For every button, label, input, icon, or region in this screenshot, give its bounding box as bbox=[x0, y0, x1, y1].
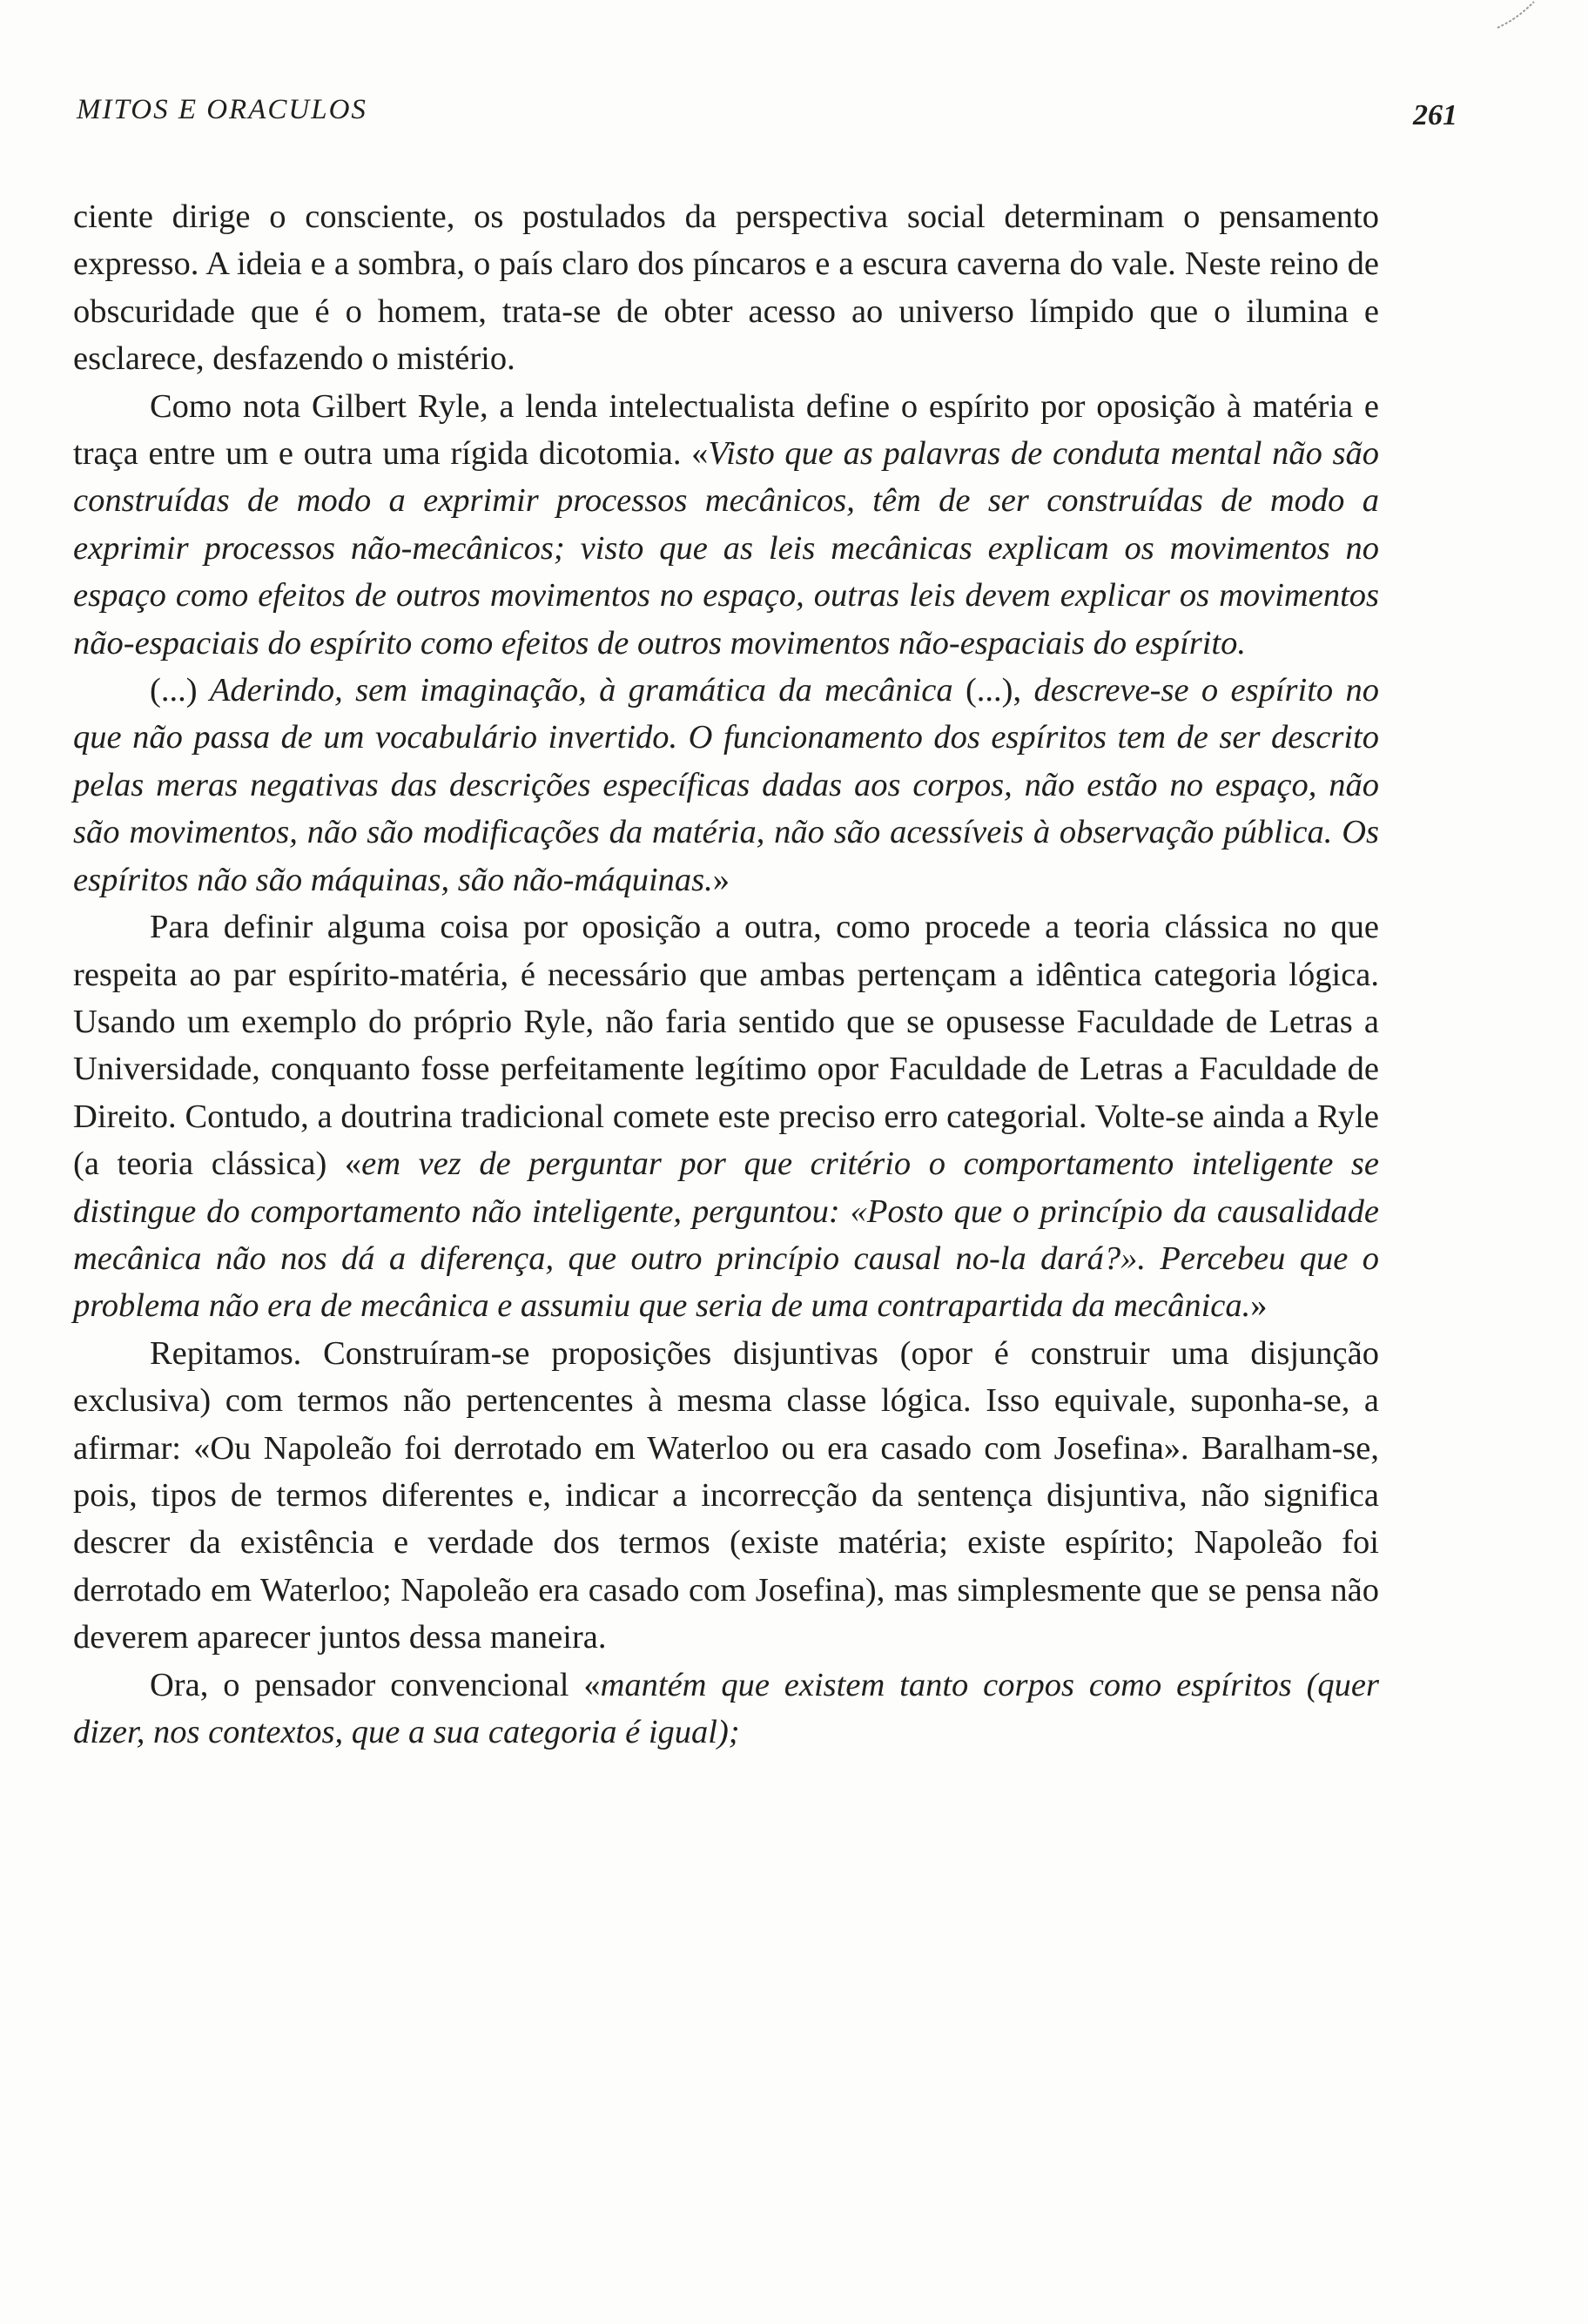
text-segment: Para definir alguma coisa por oposição a outra, como procede a teoria clássica no que respeita ao par espírito-matéria, é necessário que ambas pertençam a idêntica categoria lógica. Usando um exemplo do próprio Ryle, não faria sentido que se opusesse Faculdade de Letras a Universidade, conquanto fosse perfeitamente legítimo opor Faculdade de Letras a Faculdade de Direito. Contudo, a doutrina tradicional comete este preciso erro categorial. Volte-se ainda a Ryle (a teoria clássica) « bbox=[73, 909, 1379, 1183]
body-text bbox=[73, 193, 1379, 1756]
text-segment: (...), bbox=[952, 672, 1034, 709]
text-segment: (...) bbox=[150, 672, 210, 709]
running-header bbox=[77, 94, 1457, 129]
running-title: MITOS E ORACULOS bbox=[77, 94, 367, 125]
pen-stroke-mark bbox=[1496, 0, 1538, 31]
italic-quote-segment: mantém que existem tanto corpos como espíritos (quer dizer, nos contextos, que a sua categoria é igual); bbox=[73, 1666, 1379, 1750]
italic-quote-segment: Aderindo, sem imaginação, à gramática da mecânica bbox=[209, 672, 953, 709]
italic-quote-segment: em vez de perguntar por que critério o comportamento inteligente se distingue do comportamento não inteligente, perguntou: «Posto que o princípio da causalidade mecânica não nos dá a diferença, que outro princípio causal no-la dará?». Percebeu que o problema não era de mecânica e assumiu que seria de uma contrapartida da mecânica. bbox=[73, 1145, 1379, 1325]
paragraph bbox=[73, 383, 1379, 667]
text-segment: Repitamos. Construíram-se proposições disjuntivas (opor é construir uma disjunção exclusiva) com termos não pertencentes à mesma classe lógica. Isso equivale, suponha-se, a afirmar: «Ou Napoleão foi derrotado em Waterloo ou era casado com Josefina». Baralham-se, pois, tipos de termos diferentes e, indicar a incorrecção da sentença disjuntiva, não significa descrer da existência e verdade dos termos (existe matéria; existe espírito; Napoleão foi derrotado em Waterloo; Napoleão era casado com Josefina), mas simplesmente que se pensa não deverem aparecer juntos dessa maneira. bbox=[73, 1334, 1379, 1656]
paragraph bbox=[73, 1662, 1379, 1756]
text-segment: Como nota Gilbert Ryle, a lenda intelectualista define o espírito por oposição à matéria e traça entre um e outra uma rígida dicotomia. « bbox=[73, 387, 1379, 473]
italic-quote-segment: descreve-se o espírito no que não passa de um vocabulário invertido. O funcionamento dos espíritos tem de ser descrito pelas meras negativas das descrições específicas dadas aos corpos, não estão no espaço, não são movimentos, não são modificações da matéria, não são acessíveis à observação pública. Os espíritos não são máquinas, são não-máquinas. bbox=[73, 672, 1379, 898]
paragraph bbox=[73, 1330, 1379, 1662]
paragraph bbox=[73, 903, 1379, 1330]
page-number: 261 bbox=[1413, 99, 1457, 131]
paragraph bbox=[73, 193, 1379, 383]
text-segment: ciente dirige o consciente, os postulados da perspectiva social determinam o pensamento expresso. A ideia e a sombra, o país claro dos píncaros e a escura caverna do vale. Neste reino de obscuridade que é o homem, trata-se de obter acesso ao universo límpido que o ilumina e esclarece, desfazendo o mistério. bbox=[73, 198, 1379, 378]
text-segment: » bbox=[1250, 1287, 1268, 1325]
text-segment: » bbox=[712, 861, 730, 898]
italic-quote-segment: Visto que as palavras de conduta mental não são construídas de modo a exprimir processos mecânicos, têm de ser construídas de modo a exprimir processos não-mecânicos; visto que as leis mecânicas explicam os movimentos no espaço como efeitos de outros movimentos no espaço, outras leis devem explicar os movimentos não-espaciais do espírito como efeitos de outros movimentos não-espaciais do espírito. bbox=[73, 435, 1380, 662]
paragraph bbox=[73, 667, 1379, 903]
text-segment: Ora, o pensador convencional « bbox=[150, 1666, 601, 1703]
